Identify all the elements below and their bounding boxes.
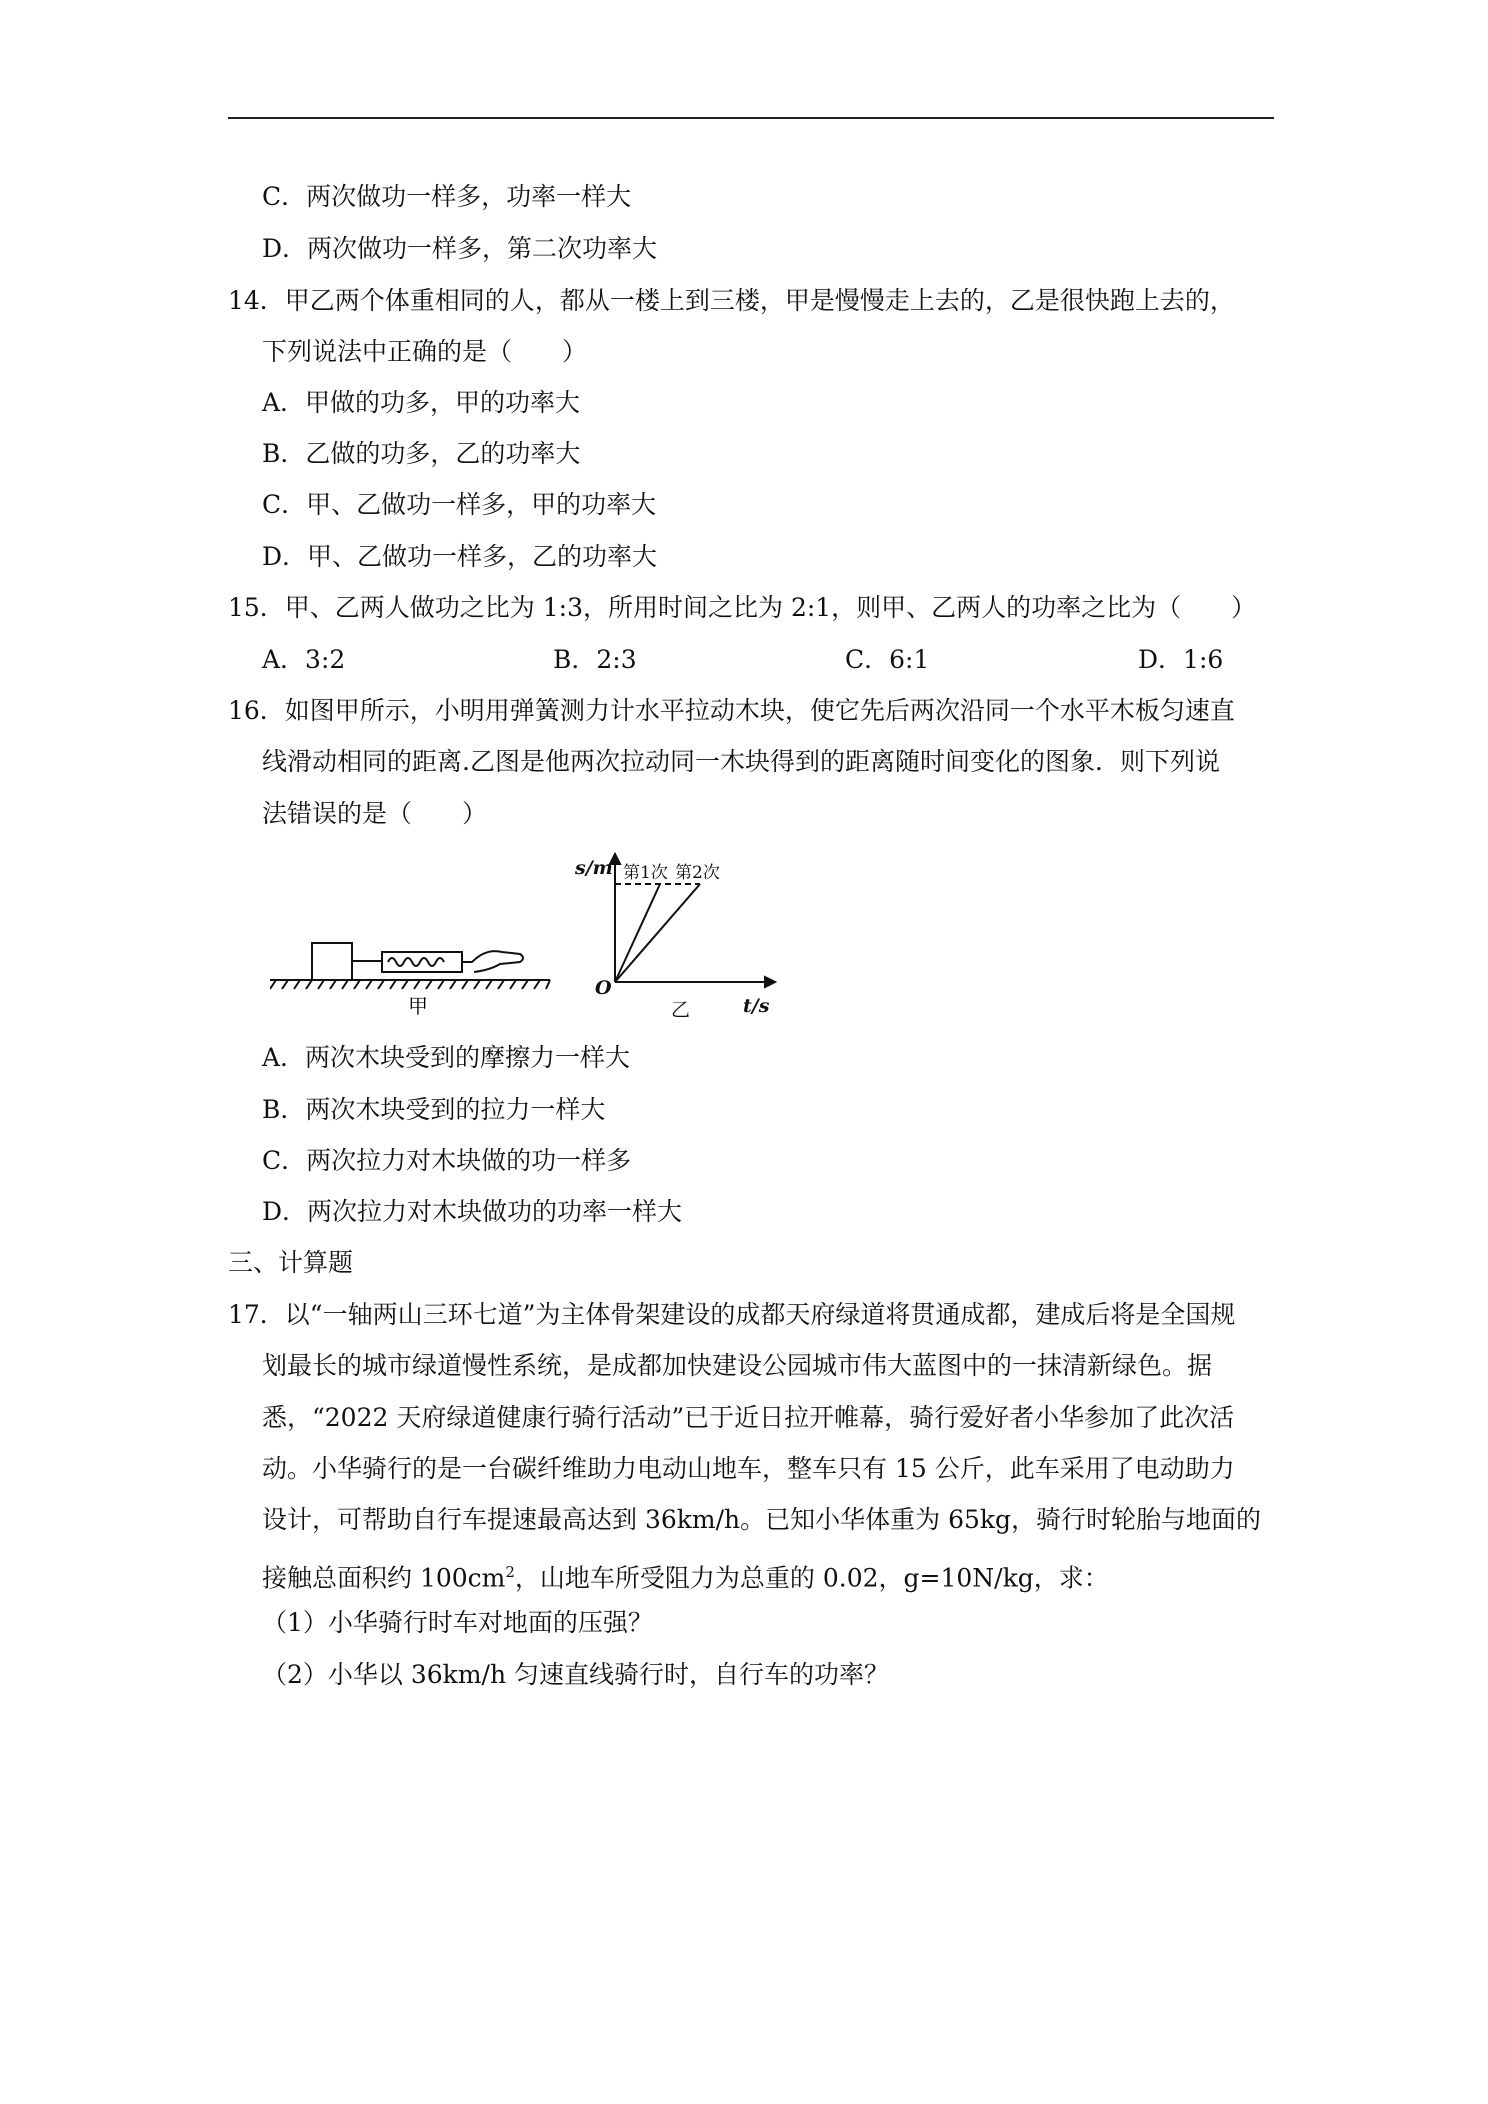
q13-option-c: C．两次做功一样多，功率一样大 (262, 182, 632, 211)
q15-option-b: B．2:3 (553, 645, 637, 674)
t-axis-arrow (765, 977, 775, 987)
origin-label: O (595, 977, 612, 999)
q14-option-d: D．甲、乙做功一样多，乙的功率大 (262, 542, 658, 571)
figure-jia-label: 甲 (408, 994, 428, 1015)
figure-yi (575, 852, 785, 1022)
q17-line6-end: ，山地车所受阻力为总重的 0.02，g=10N/kg，求： (514, 1563, 1109, 1593)
hand-icon (462, 951, 523, 972)
q17-line3: 悉，“2022 天府绿道健康行骑行活动”已于近日拉开帷幕，骑行爱好者小华参加了此次活 (262, 1403, 1235, 1432)
s-axis-label: s/m (575, 857, 613, 879)
q17-line1: 17．以“一轴两山三环七道”为主体骨架建设的成都天府绿道将贯通成都，建成后将是全国规 (228, 1300, 1236, 1329)
q16-stem-line1: 16．如图甲所示，小明用弹簧测力计水平拉动木块，使它先后两次沿同一个水平木板匀速直 (228, 696, 1235, 725)
figure-yi-label: 乙 (671, 999, 691, 1021)
q14-option-a: A．甲做的功多，甲的功率大 (262, 388, 581, 417)
q15-stem: 15．甲、乙两人做功之比为 1:3，所用时间之比为 2:1，则甲、乙两人的功率之比为（ ） (228, 593, 1257, 622)
spring-scale (382, 952, 462, 972)
wooden-block (312, 943, 352, 980)
q15-option-c: C．6:1 (845, 645, 930, 674)
ground-hatching (270, 980, 550, 989)
q15-option-a: A．3:2 (262, 645, 346, 674)
q17-line6 (262, 1555, 1109, 1595)
q16-option-b: B．两次木块受到的拉力一样大 (262, 1095, 606, 1124)
q14-stem-line1: 14．甲乙两个体重相同的人，都从一楼上到三楼，甲是慢慢走上去的，乙是很快跑上去的， (228, 286, 1235, 315)
line-first-pull (615, 884, 660, 982)
q17-sub2: （2）小华以 36km/h 匀速直线骑行时，自行车的功率？ (262, 1660, 889, 1689)
area-unit-superscript: 2 (505, 1563, 515, 1581)
header-rule (228, 117, 1274, 119)
q15-option-d: D．1:6 (1138, 645, 1224, 674)
q14-stem-line2: 下列说法中正确的是（ ） (262, 337, 588, 366)
q17-line2: 划最长的城市绿道慢性系统，是成都加快建设公园城市伟大蓝图中的一抹清新绿色。据 (262, 1351, 1213, 1380)
spring-coil (388, 958, 444, 966)
q17-line5: 设计，可帮助自行车提速最高达到 36km/h。已知小华体重为 65kg，骑行时轮胎与地面的 (262, 1505, 1262, 1534)
q13-option-d: D．两次做功一样多，第二次功率大 (262, 234, 658, 263)
q14-option-b: B．乙做的功多，乙的功率大 (262, 439, 581, 468)
section-heading: 三、计算题 (228, 1248, 354, 1277)
q16-stem-line2: 线滑动相同的距离.乙图是他两次拉动同一木块得到的距离随时间变化的图象．则下列说 (262, 747, 1220, 776)
q14-option-c: C．甲、乙做功一样多，甲的功率大 (262, 490, 657, 519)
line1-label: 第1次 (623, 863, 668, 883)
q17-line6-start: 接触总面积约 100cm (262, 1563, 506, 1593)
line2-label: 第2次 (675, 863, 720, 883)
t-axis-label: t/s (743, 995, 770, 1017)
q16-option-d: D．两次拉力对木块做功的功率一样大 (262, 1197, 683, 1226)
figure-jia (270, 905, 560, 1015)
q17-sub1: （1）小华骑行时车对地面的压强？ (262, 1608, 653, 1637)
q17-line4: 动。小华骑行的是一台碳纤维助力电动山地车，整车只有 15 公斤，此车采用了电动助力 (262, 1454, 1235, 1483)
q16-option-a: A．两次木块受到的摩擦力一样大 (262, 1043, 631, 1072)
q16-stem-line3: 法错误的是（ ） (262, 799, 488, 828)
line-second-pull (615, 884, 700, 982)
q16-option-c: C．两次拉力对木块做的功一样多 (262, 1146, 632, 1175)
